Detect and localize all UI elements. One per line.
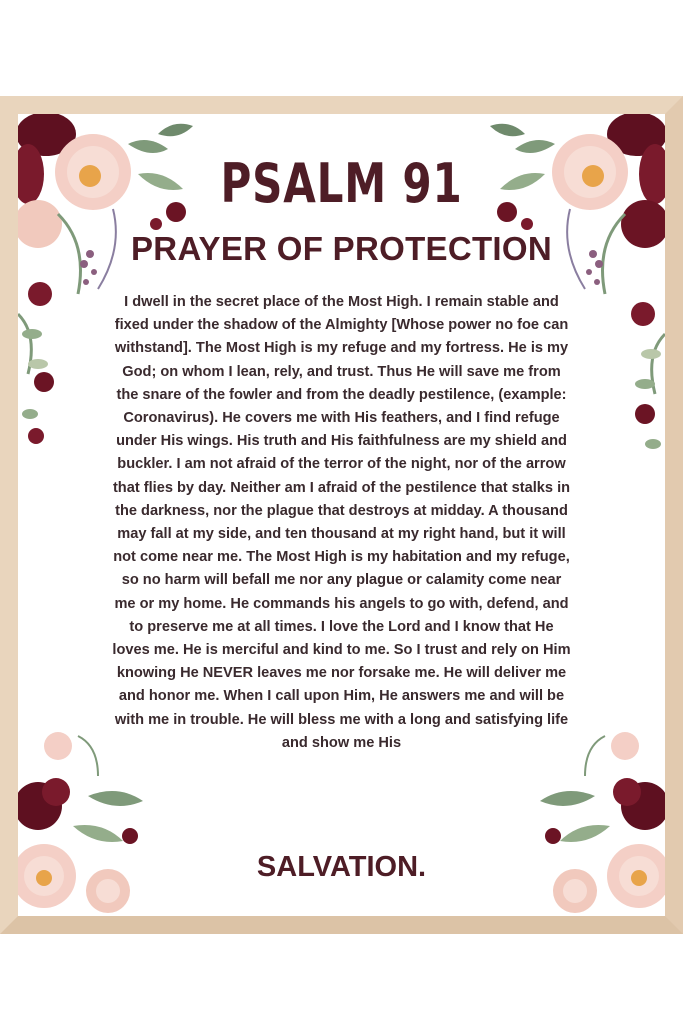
poster-subtitle: PRAYER OF PROTECTION xyxy=(131,230,552,267)
closing-word: SALVATION. xyxy=(256,851,427,883)
prayer-body-text: I dwell in the secret place of the Most High. I remain stable and fixed under the shadow of the Almighty [Whose power no foe can withstand]. The Most High is my refuge and my fortress. He is my God; on whom I lean, rely, and trust. Thus He will save me from the snare of the fowler and from the deadly pestilence, (example: Coronavirus). He covers me with His feathers, and I find refuge under His wings. His truth and His faithfulness are my shield and buckler. I am not afraid of the terror of the night, nor of the arrow that flies by day. Neither am I afraid of the pestilence that stalks in the darkness, nor the plague that destroys at midday. A thousand may fall at my side, and ten thousand at my right hand, but it will not come near me. The Most High is my habitation and my refuge, so no harm will befall me nor any plague or calamity come near me or my home. He commands his angels to go with, defend, and to preserve me at all times. I love the Lord and I know that He loves me. He is merciful and kind to me. So I trust and rely on Him knowing He NEVER leaves me nor forsake me. He will deliver me and honor me. When I call upon Him, He answers me and will be with me in trouble. He will bless me with a long and satisfying life and show me His xyxy=(112,294,571,751)
poster-title: PSALM 91 xyxy=(220,152,463,215)
poster-canvas xyxy=(18,114,665,916)
wooden-frame xyxy=(0,96,683,934)
